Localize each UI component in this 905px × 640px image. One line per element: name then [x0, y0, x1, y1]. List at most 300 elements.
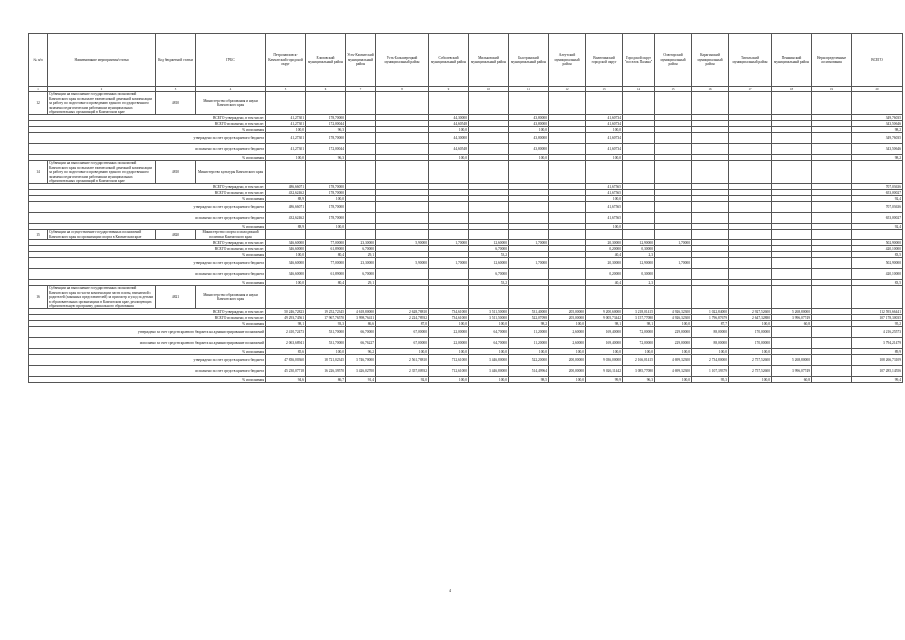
value-cell: [729, 258, 772, 269]
row-label: % исполнения: [29, 280, 266, 286]
value-cell: 41,60734: [586, 115, 623, 121]
value-cell: 100,0: [266, 252, 306, 258]
value-cell: 67,00000: [376, 327, 429, 338]
item-number: 12: [29, 92, 48, 115]
value-cell: 502,90000: [852, 258, 903, 269]
value-cell: 170,00000: [729, 338, 772, 349]
value-cell: 531,70000: [306, 327, 346, 338]
value-cell: 4 216,25573: [852, 327, 903, 338]
value-cell: 100,0: [549, 321, 586, 327]
value-cell: 94,6: [266, 377, 306, 383]
value-cell: 4 926,32300: [655, 315, 692, 321]
value-cell: 22,00000: [429, 327, 469, 338]
empty-cell: [376, 92, 429, 115]
value-cell: 734,61000: [429, 309, 469, 315]
value-cell: 41,67565: [586, 213, 623, 224]
value-cell: [772, 213, 812, 224]
value-cell: 3 085,77080: [623, 366, 655, 377]
empty-cell: [623, 230, 655, 240]
column-header: Пенжинский муниципальный район: [772, 34, 812, 87]
value-cell: 3 446,80000: [469, 366, 509, 377]
value-cell: 5,90000: [376, 258, 429, 269]
empty-cell: [586, 92, 623, 115]
table-row: [29, 213, 903, 224]
empty-cell: [852, 92, 903, 115]
empty-cell: [549, 286, 586, 309]
value-cell: [729, 202, 772, 213]
value-cell: 205,00000: [549, 309, 586, 315]
column-header: Код бюджетной статьи: [156, 34, 196, 87]
column-header: № п/п: [29, 34, 48, 87]
value-cell: 514,49964: [509, 366, 549, 377]
value-cell: [469, 202, 509, 213]
value-cell: 44,30000: [429, 115, 469, 121]
value-cell: 86,6: [346, 321, 376, 327]
empty-cell: [812, 92, 852, 115]
value-cell: 43,80000: [509, 115, 549, 121]
empty-cell: [729, 230, 772, 240]
empty-cell: [266, 92, 306, 115]
empty-cell: [549, 92, 586, 115]
value-cell: [623, 202, 655, 213]
row-label: ВСЕГО исполнено, в том числе:: [29, 246, 266, 252]
row-label: ВСЕГО исполнено, в том числе:: [29, 190, 266, 196]
value-cell: 9 005,73442: [586, 315, 623, 321]
column-number: 12: [549, 87, 586, 92]
value-cell: 88,00000: [692, 327, 729, 338]
value-cell: 60,8: [772, 321, 812, 327]
column-number: 10: [469, 87, 509, 92]
value-cell: 86,7: [306, 377, 346, 383]
column-number: 5: [266, 87, 306, 92]
item-number: 16: [29, 286, 48, 309]
table-row: [29, 338, 903, 349]
value-cell: 2 410,72473: [266, 327, 306, 338]
value-cell: 1,70000: [655, 258, 692, 269]
empty-cell: [852, 230, 903, 240]
value-cell: 420,10000: [852, 246, 903, 252]
row-label: ВСЕГО утверждено, в том числе:: [29, 115, 266, 121]
empty-cell: [772, 230, 812, 240]
value-cell: 41,67565: [586, 184, 623, 190]
empty-cell: [772, 92, 812, 115]
value-cell: 41,67565: [586, 190, 623, 196]
page-number: 4: [449, 588, 451, 593]
column-header: ГРБС: [196, 34, 266, 87]
column-header: Карагинский муниципальный район: [692, 34, 729, 87]
empty-cell: [469, 230, 509, 240]
value-cell: 99,9: [586, 377, 623, 383]
value-cell: 5 268,80000: [772, 355, 812, 366]
row-label: исполнено за счет средств краевого бюджета: [29, 213, 266, 224]
value-cell: [549, 258, 586, 269]
value-cell: 3 157,77080: [623, 315, 655, 321]
table-row: [29, 366, 903, 377]
table-row: [29, 144, 903, 155]
column-header: Петропавловск-Камчатский городской округ: [266, 34, 306, 87]
grbs-name: Министерство образования и науки Камчатского края: [196, 92, 266, 115]
value-cell: 85,6: [266, 349, 306, 355]
value-cell: [692, 213, 729, 224]
empty-cell: [586, 286, 623, 309]
value-cell: 2,60000: [549, 327, 586, 338]
value-cell: [376, 144, 429, 155]
value-cell: [469, 144, 509, 155]
empty-cell: [429, 230, 469, 240]
empty-cell: [655, 286, 692, 309]
value-cell: 100,0: [376, 349, 429, 355]
table-row: [29, 133, 903, 144]
empty-cell: [692, 286, 729, 309]
value-cell: 2,60000: [549, 338, 586, 349]
value-cell: 99,4: [852, 377, 903, 383]
value-cell: [469, 213, 509, 224]
value-cell: 98,1: [623, 321, 655, 327]
value-cell: [692, 144, 729, 155]
value-cell: 44,60548: [429, 121, 469, 127]
value-cell: [376, 133, 429, 144]
empty-cell: [509, 286, 549, 309]
value-cell: 170,00000: [729, 327, 772, 338]
value-cell: 100,0: [586, 196, 623, 202]
value-cell: 2,3: [623, 252, 655, 258]
value-cell: 4 618,80000: [346, 309, 376, 315]
column-number: 18: [772, 87, 812, 92]
column-header: Вилючинский городской округ: [586, 34, 623, 87]
value-cell: 2 647,32880: [729, 315, 772, 321]
empty-cell: [729, 92, 772, 115]
value-cell: [772, 258, 812, 269]
value-cell: [376, 213, 429, 224]
value-cell: 17 967,76570: [306, 315, 346, 321]
value-cell: 0,20000: [586, 246, 623, 252]
value-cell: 3 996,07749: [772, 315, 812, 321]
value-cell: 100,0: [306, 196, 346, 202]
value-cell: 98,1: [266, 321, 306, 327]
table-row: [29, 327, 903, 338]
value-cell: 47 836,00360: [266, 355, 306, 366]
value-cell: [729, 144, 772, 155]
empty-cell: [772, 286, 812, 309]
item-description: Субвенции на выполнение государственных полномочий Камчатского края по части компенсации части платы, взимаемой с родителей (законных представителей) за присмотр и уход за детьми в образовательных организациях в Камчатском крае, реализующих образовательную программу дошкольного образования: [48, 286, 156, 309]
row-label: % исполнения: [29, 321, 266, 327]
value-cell: [729, 269, 772, 280]
empty-cell: [692, 92, 729, 115]
column-header: Наименование мероприятия/статьи: [48, 34, 156, 87]
value-cell: 2 757,52600: [729, 366, 772, 377]
value-cell: [772, 327, 812, 338]
value-cell: 43,80000: [509, 121, 549, 127]
value-cell: 3 998,76411: [346, 315, 376, 321]
value-cell: 531,70000: [306, 338, 346, 349]
empty-cell: [376, 161, 429, 184]
value-cell: 108 266,73109: [852, 355, 903, 366]
value-cell: 346,60000: [266, 240, 306, 246]
value-cell: 53,2: [469, 252, 509, 258]
row-label: ВСЕГО утверждено, в том числе:: [29, 184, 266, 190]
value-cell: [655, 213, 692, 224]
row-label: % исполнения: [29, 349, 266, 355]
value-cell: [549, 269, 586, 280]
value-cell: 89,9: [852, 349, 903, 355]
value-cell: 41,60734: [586, 133, 623, 144]
grbs-name: Министерство образования и науки Камчатского края: [196, 286, 266, 309]
value-cell: 486,66071: [266, 184, 306, 190]
value-cell: 6,70000: [346, 246, 376, 252]
value-cell: [655, 144, 692, 155]
empty-cell: [549, 230, 586, 240]
value-cell: 100,0: [509, 127, 549, 133]
empty-cell: [306, 286, 346, 309]
value-cell: 87,7: [692, 321, 729, 327]
value-cell: [509, 269, 549, 280]
value-cell: [729, 213, 772, 224]
value-cell: 83,5: [852, 280, 903, 286]
block-title-row: [29, 92, 903, 115]
value-cell: 95,3: [692, 377, 729, 383]
column-number: 1: [29, 87, 48, 92]
value-cell: 44,30000: [429, 133, 469, 144]
value-cell: 41,27301: [266, 121, 306, 127]
value-cell: 100,0: [586, 127, 623, 133]
row-label: исполнено за счет средств краевого бюджета: [29, 269, 266, 280]
value-cell: 92,4: [852, 224, 903, 230]
value-cell: [346, 133, 376, 144]
empty-cell: [655, 92, 692, 115]
value-cell: 200,00000: [549, 366, 586, 377]
value-cell: 49 293,74561: [266, 315, 306, 321]
value-cell: 100,0: [429, 377, 469, 383]
empty-cell: [586, 161, 623, 184]
row-label: ВСЕГО исполнено, в том числе:: [29, 315, 266, 321]
column-header: Нераспределенные ассигнования: [812, 34, 852, 87]
value-cell: 83,5: [852, 252, 903, 258]
value-cell: 29,1: [346, 280, 376, 286]
value-cell: 41,67565: [586, 202, 623, 213]
value-cell: [549, 133, 586, 144]
value-cell: [549, 144, 586, 155]
value-cell: 60,8: [772, 377, 812, 383]
value-cell: 100,0: [586, 349, 623, 355]
empty-cell: [729, 286, 772, 309]
value-cell: 346,60000: [266, 246, 306, 252]
value-cell: [623, 213, 655, 224]
value-cell: 23,30000: [346, 240, 376, 246]
value-cell: 88,00000: [692, 338, 729, 349]
empty-cell: [623, 161, 655, 184]
empty-cell: [469, 286, 509, 309]
value-cell: 5,90000: [376, 240, 429, 246]
value-cell: 93,3: [306, 321, 346, 327]
row-label: % исполнения: [29, 224, 266, 230]
value-cell: 1 796,87679: [692, 315, 729, 321]
empty-cell: [429, 92, 469, 115]
value-cell: [772, 133, 812, 144]
value-cell: 502,90000: [852, 240, 903, 246]
value-cell: 6,70000: [346, 269, 376, 280]
column-number: 19: [812, 87, 852, 92]
empty-cell: [469, 92, 509, 115]
value-cell: 19 252,72345: [306, 309, 346, 315]
value-cell: 100,0: [429, 349, 469, 355]
value-cell: 100,0: [469, 349, 509, 355]
value-cell: [812, 377, 852, 383]
column-header: Городской округ "поселок Палана": [623, 34, 655, 87]
value-cell: 12,90000: [623, 258, 655, 269]
value-cell: 346,60000: [266, 258, 306, 269]
value-cell: 205,00000: [549, 315, 586, 321]
column-number: 17: [729, 87, 772, 92]
value-cell: 707,03636: [852, 202, 903, 213]
value-cell: 45 230,07718: [266, 366, 306, 377]
value-cell: 23,30000: [346, 258, 376, 269]
value-cell: 2 628,78810: [376, 309, 429, 315]
value-cell: 3 511,50000: [469, 315, 509, 321]
value-cell: [655, 269, 692, 280]
budget-code: 4810: [156, 92, 196, 115]
empty-cell: [509, 230, 549, 240]
item-number: 14: [29, 161, 48, 184]
value-cell: 349,76035: [852, 115, 903, 121]
value-cell: 6,70000: [469, 269, 509, 280]
value-cell: [429, 213, 469, 224]
value-cell: [469, 133, 509, 144]
value-cell: 44,60548: [429, 144, 469, 155]
value-cell: 29,1: [346, 252, 376, 258]
column-header: Быстринский муниципальный район: [509, 34, 549, 87]
column-number: 13: [586, 87, 623, 92]
value-cell: 531,40000: [509, 309, 549, 315]
value-cell: [772, 202, 812, 213]
empty-cell: [346, 92, 376, 115]
value-cell: 3 218,01415: [623, 309, 655, 315]
empty-cell: [306, 230, 346, 240]
empty-cell: [306, 92, 346, 115]
row-label: % исполнения: [29, 155, 266, 161]
value-cell: 98,2: [509, 321, 549, 327]
empty-cell: [509, 161, 549, 184]
value-cell: 96,3: [623, 377, 655, 383]
budget-code: 4821: [156, 286, 196, 309]
empty-cell: [429, 161, 469, 184]
row-label: исполнено за счет средств краевого бюджета: [29, 144, 266, 155]
row-label: ВСЕГО утверждено, в том числе:: [29, 309, 266, 315]
column-number: 8: [376, 87, 429, 92]
value-cell: 100,0: [623, 349, 655, 355]
empty-cell: [346, 230, 376, 240]
value-cell: 100,0: [266, 155, 306, 161]
value-cell: 100,0: [469, 321, 509, 327]
column-header: Тигильский муниципальный район: [729, 34, 772, 87]
value-cell: 53,2: [469, 280, 509, 286]
value-cell: 1,70000: [655, 240, 692, 246]
value-cell: 107 285,14556: [852, 366, 903, 377]
value-cell: 41,27301: [266, 115, 306, 121]
value-cell: [429, 269, 469, 280]
value-cell: 100,0: [306, 349, 346, 355]
value-cell: [812, 144, 852, 155]
value-cell: 6,70000: [469, 246, 509, 252]
empty-cell: [623, 92, 655, 115]
value-cell: 4 699,32300: [655, 366, 692, 377]
value-cell: 20,30000: [586, 258, 623, 269]
column-header: Усть-Камчатский муниципальный район: [346, 34, 376, 87]
value-cell: 3 996,07749: [772, 366, 812, 377]
empty-cell: [729, 161, 772, 184]
row-label: утверждено за счет средств краевого бюджета: [29, 355, 266, 366]
value-cell: 3 794,21479: [852, 338, 903, 349]
value-cell: 522,07098: [509, 315, 549, 321]
value-cell: [623, 144, 655, 155]
value-cell: 72,00000: [623, 338, 655, 349]
value-cell: 77,00000: [306, 258, 346, 269]
report-sheet: [28, 33, 901, 383]
empty-cell: [812, 230, 852, 240]
value-cell: 18 721,02345: [306, 355, 346, 366]
column-header: Олюторский муниципальный район: [655, 34, 692, 87]
value-cell: [376, 269, 429, 280]
value-cell: 432,62462: [266, 190, 306, 196]
value-cell: 77,00000: [306, 240, 346, 246]
column-header: ВСЕГО: [852, 34, 903, 87]
value-cell: 100,0: [729, 377, 772, 383]
value-cell: [549, 202, 586, 213]
budget-execution-table: [28, 33, 903, 383]
value-cell: 66,70000: [346, 327, 376, 338]
value-cell: 9 026,11442: [586, 366, 623, 377]
value-cell: 100,0: [266, 280, 306, 286]
header-row: [29, 34, 903, 87]
value-cell: [655, 202, 692, 213]
row-label: утверждено за счет средств краевого бюджета на администрирование полномочий: [29, 327, 266, 338]
value-cell: 653,00027: [852, 213, 903, 224]
value-cell: 41,27301: [266, 144, 306, 155]
row-label: утверждено за счет средств краевого бюджета: [29, 133, 266, 144]
column-number: 9: [429, 87, 469, 92]
table-row: [29, 355, 903, 366]
value-cell: 178,70000: [306, 202, 346, 213]
item-description: Субвенции на осуществление государственных полномочий Камчатского края по организации спорта в Камчатском крае: [48, 230, 156, 240]
value-cell: 486,66071: [266, 202, 306, 213]
value-cell: 734,61000: [429, 315, 469, 321]
value-cell: 41,60734: [586, 121, 623, 127]
value-cell: 349,76035: [852, 133, 903, 144]
value-cell: [655, 133, 692, 144]
value-cell: 2 734,80000: [692, 355, 729, 366]
value-cell: 2 063,68941: [266, 338, 306, 349]
column-number: 6: [306, 87, 346, 92]
column-number: 11: [509, 87, 549, 92]
value-cell: 40,4: [586, 252, 623, 258]
value-cell: [812, 133, 852, 144]
empty-cell: [346, 161, 376, 184]
value-cell: 1 107,39379: [692, 366, 729, 377]
row-label: ВСЕГО исполнено, в том числе:: [29, 121, 266, 127]
value-cell: 100,0: [266, 127, 306, 133]
value-cell: [346, 144, 376, 155]
row-label: % исполнения: [29, 196, 266, 202]
value-cell: 3 746,70000: [346, 355, 376, 366]
column-number: 15: [655, 87, 692, 92]
value-cell: 11,20000: [509, 327, 549, 338]
value-cell: [772, 144, 812, 155]
value-cell: 169,40000: [586, 338, 623, 349]
empty-cell: [852, 286, 903, 309]
value-cell: 100,0: [509, 155, 549, 161]
item-description: Субвенции на выполнение государственных полномочий Камчатского края по выплате ежемесячной денежной компенсации за работу по подготовке и проведению единого государственного экзамена педагогическим работникам муниципальных образовательных организаций в Камчатском крае: [48, 161, 156, 184]
empty-cell: [623, 286, 655, 309]
value-cell: 100,0: [655, 349, 692, 355]
